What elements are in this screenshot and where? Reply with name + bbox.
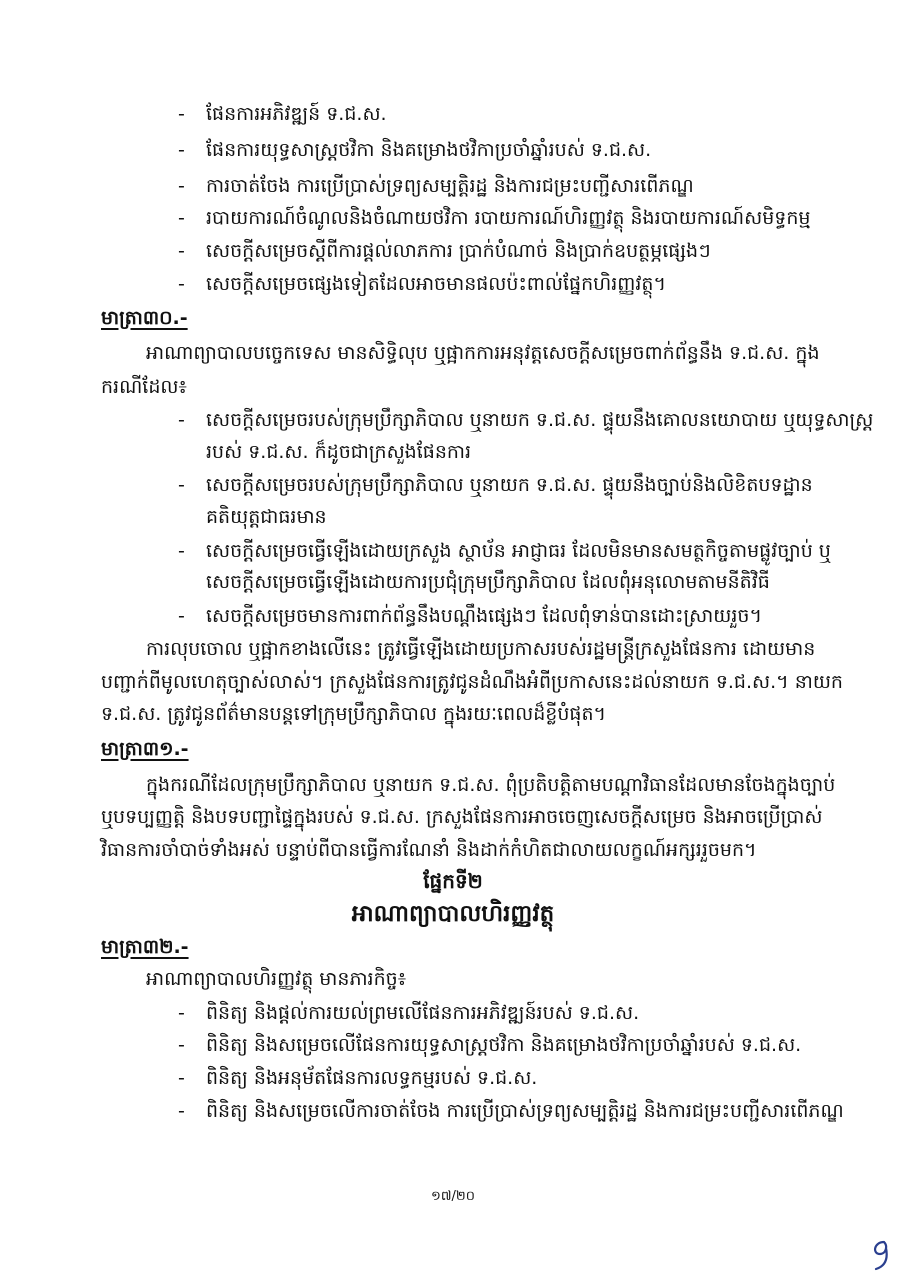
page-number: ១៧/២០ [431, 1189, 475, 1204]
list-item: ពិនិត្យ និងសម្រេចលើការចាត់ចែង ការប្រើប្រាស់ទ្រព្យសម្បត្តិរដ្ឋ និងការជម្រះបញ្ជីសារពើភណ្ឌ [206, 1100, 844, 1122]
bullet-dash: - [178, 240, 185, 262]
part-title: ផ្នែកទី២ [423, 869, 483, 893]
paragraph-line: ការលុបចោល ឬផ្អាកខាងលើនេះ ត្រូវធ្វើឡើងដោយប្រកាសរបស់រដ្ឋមន្ត្រីក្រសួងផែនការ ដោយមាន [146, 638, 816, 660]
list-item: សេចក្តីសម្រេចធ្វើឡើងដោយក្រសួង ស្ថាប័ន អាជ្ញាធរ ដែលមិនមានសមត្ថកិច្ចតាមផ្លូវច្បាប់ ឬ [206, 540, 831, 562]
list-item: ផែនការយុទ្ធសាស្ត្រថវិកា និងគម្រោងថវិកាប្រចាំឆ្នាំរបស់ ទ.ជ.ស. [206, 139, 652, 161]
list-item: ពិនិត្យ និងអនុម័តផែនការលទ្ធកម្មរបស់ ទ.ជ.ស. [206, 1067, 538, 1089]
list-item: របាយការណ៍ចំណូលនិងចំណាយថវិកា របាយការណ៍ហិរញ្ញវត្ថុ និងរបាយការណ៍សមិទ្ធកម្ម [206, 207, 811, 229]
paragraph-line: បញ្ជាក់ពីមូលហេតុច្បាស់លាស់។ ក្រសួងផែនការត្រូវជូនដំណឹងអំពីប្រកាសនេះដល់នាយក ទ.ជ.ស.។ នាយក [101, 671, 843, 693]
bullet-dash: - [178, 273, 185, 295]
paragraph-line: អាណាព្យាបាលហិរញ្ញវត្ថុ មានភារកិច្ច៖ [146, 968, 407, 990]
bullet-dash: - [178, 1100, 185, 1122]
article-32-heading: មាត្រា៣២.- [101, 936, 189, 958]
list-item: ពិនិត្យ និងផ្តល់ការយល់ព្រមលើផែនការអភិវឌ្ឍន៍របស់ ទ.ជ.ស. [206, 1002, 640, 1024]
part-subtitle: អាណាព្យាបាលហិរញ្ញវត្ថុ [351, 901, 555, 927]
list-item-continuation: គតិយុត្តជាធរមាន [206, 506, 327, 528]
bullet-dash: - [178, 540, 185, 562]
bullet-dash: - [178, 175, 185, 197]
paragraph-line: ក្នុងករណីដែលក្រុមប្រឹក្សាភិបាល ឬនាយក ទ.ជ.ស. ពុំប្រតិបត្តិតាមបណ្តាវិធានដែលមានចែងក្នុងច្បាប់ [146, 774, 836, 796]
paragraph-line: អាណាព្យាបាលបច្ចេកទេស មានសិទ្ធិលុប ឬផ្អាកការអនុវត្តសេចក្តីសម្រេចពាក់ព័ន្ធនឹង ទ.ជ.ស. ក្នុង [146, 342, 820, 364]
list-item-continuation: សេចក្តីសម្រេចធ្វើឡើងដោយការប្រជុំក្រុមប្រឹក្សាភិបាល ដែលពុំអនុលោមតាមនីតិវិធី [206, 571, 770, 593]
list-item: សេចក្តីសម្រេចមានការពាក់ព័ន្ធនឹងបណ្តឹងផ្សេងៗ ដែលពុំទាន់បានដោះស្រាយរួច។ [206, 605, 763, 627]
bullet-dash: - [178, 409, 185, 431]
bullet-dash: - [178, 207, 185, 229]
bullet-dash: - [178, 103, 185, 125]
list-item: សេចក្តីសម្រេចរបស់ក្រុមប្រឹក្សាភិបាល ឬនាយក ទ.ជ.ស. ផ្ទុយនឹងគោលនយោបាយ ឬយុទ្ធសាស្ត្រ [206, 409, 874, 431]
article-30-heading: មាត្រា៣០.- [101, 307, 188, 329]
bullet-dash: - [178, 1067, 185, 1089]
paragraph-line: វិធានការចាំបាច់ទាំងអស់ បន្ទាប់ពីបានធ្វើការណែនាំ និងដាក់កំហិតជាលាយលក្ខណ៍អក្សររួចមក។ [101, 839, 757, 861]
list-item: ពិនិត្យ និងសម្រេចលើផែនការយុទ្ធសាស្ត្រថវិកា និងគម្រោងថវិកាប្រចាំឆ្នាំរបស់ ទ.ជ.ស. [206, 1034, 802, 1056]
paragraph-line: ឬបទប្បញ្ញត្តិ និងបទបញ្ជាផ្ទៃក្នុងរបស់ ទ.ជ.ស. ក្រសួងផែនការអាចចេញសេចក្តីសម្រេច និងអាចប្រើប្រាស់ [101, 806, 823, 828]
bullet-dash: - [178, 605, 185, 627]
list-item: សេចក្តីសម្រេចស្តីពីការផ្តល់លាភការ ប្រាក់បំណាច់ និងប្រាក់ឧបត្ថម្ភផ្សេងៗ [206, 240, 711, 262]
handwritten-initial [866, 1236, 896, 1272]
paragraph-line: ករណីដែល៖ [101, 376, 187, 398]
paragraph-line: ទ.ជ.ស. ត្រូវជូនព័ត៌មានបន្តទៅក្រុមប្រឹក្សាភិបាល ក្នុងរយៈពេលដ៏ខ្លីបំផុត។ [101, 703, 607, 725]
list-item-continuation: របស់ ទ.ជ.ស. ក៏ដូចជាក្រសួងផែនការ [206, 441, 472, 463]
list-item: សេចក្តីសម្រេចផ្សេងទៀតដែលអាចមានផលប៉ះពាល់ផ្នែកហិរញ្ញវត្ថុ។ [206, 273, 666, 295]
bullet-dash: - [178, 474, 185, 496]
bullet-dash: - [178, 1002, 185, 1024]
list-item: ផែនការអភិវឌ្ឍន៍ ទ.ជ.ស. [206, 103, 387, 125]
bullet-dash: - [178, 1034, 185, 1056]
article-31-heading: មាត្រា៣១.- [101, 738, 189, 760]
list-item: សេចក្តីសម្រេចរបស់ក្រុមប្រឹក្សាភិបាល ឬនាយក ទ.ជ.ស. ផ្ទុយនឹងច្បាប់និងលិខិតបទដ្ឋាន [206, 474, 813, 496]
bullet-dash: - [178, 139, 185, 161]
list-item: ការចាត់ចែង ការប្រើប្រាស់ទ្រព្យសម្បត្តិរដ្ឋ និងការជម្រះបញ្ជីសារពើភណ្ឌ [206, 175, 694, 197]
